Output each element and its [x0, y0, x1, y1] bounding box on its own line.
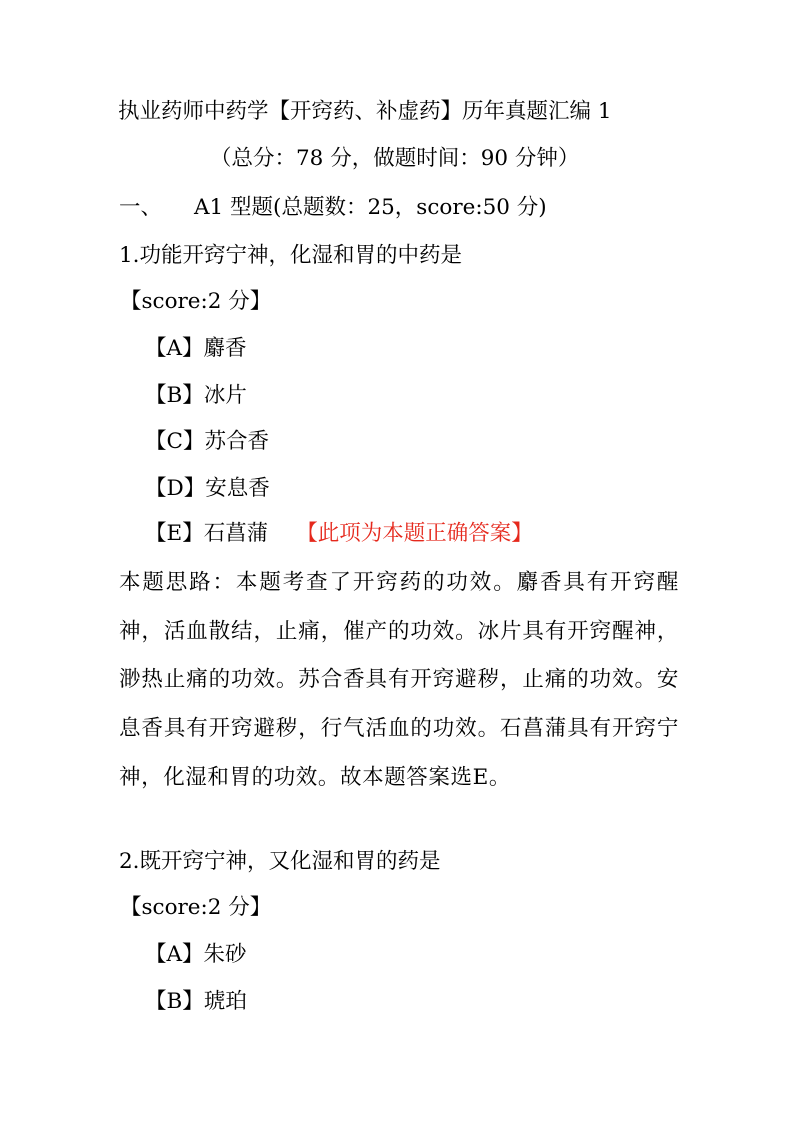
- option-label: 【C】: [145, 429, 205, 454]
- question-1-option-a: [145, 336, 247, 362]
- section-title: A1 型题(总题数：25，score:50 分): [194, 195, 547, 220]
- option-text: 麝香: [203, 336, 247, 361]
- question-1-option-b: [145, 383, 247, 409]
- option-text: 石菖蒲: [203, 521, 269, 546]
- option-label: 【B】: [145, 989, 204, 1014]
- option-label: 【D】: [145, 476, 206, 501]
- option-label: 【A】: [145, 336, 204, 361]
- section-number: 一、: [119, 195, 163, 220]
- question-1-option-d: [145, 476, 270, 502]
- option-text: 冰片: [203, 383, 247, 408]
- question-1-option-c: [145, 429, 269, 455]
- option-label: 【A】: [145, 942, 204, 967]
- question-1-analysis: 本题思路：本题考查了开窍药的功效。麝香具有开窍醒神，活血散结，止痛，催产的功效。冰片具有开窍醒神，渺热止痛的功效。苏合香具有开窍避秽，止痛的功效。安息香具有开窍避秽，行气活血的功效。石菖蒲具有开窍宁神，化湿和胃的功效。故本题答案选E。: [119, 570, 679, 790]
- option-text: 苏合香: [204, 429, 269, 454]
- question-2-option-b: [145, 989, 247, 1015]
- document-subtitle: （总分：78 分，做题时间：90 分钟）: [210, 146, 580, 171]
- option-text: 琥珀: [203, 989, 247, 1014]
- correct-answer-note: 【此项为本题正确答案】: [296, 521, 533, 546]
- question-1-option-e: [145, 521, 533, 547]
- question-1-score: 【score:2 分】: [120, 289, 272, 314]
- question-2-text: 2.既开窍宁神，又化湿和胃的药是: [119, 849, 441, 874]
- option-label: 【B】: [145, 383, 204, 408]
- question-2-score: 【score:2 分】: [120, 895, 272, 920]
- document-title: 执业药师中药学【开窍药、补虚药】历年真题汇编 1: [118, 99, 612, 124]
- option-text: 安息香: [205, 476, 270, 501]
- section-heading: [119, 195, 547, 221]
- option-label: 【E】: [145, 521, 204, 546]
- option-text: 朱砂: [203, 942, 247, 967]
- question-1-text: 1.功能开窍宁神，化湿和胃的中药是: [119, 243, 463, 268]
- question-2-option-a: [145, 942, 247, 968]
